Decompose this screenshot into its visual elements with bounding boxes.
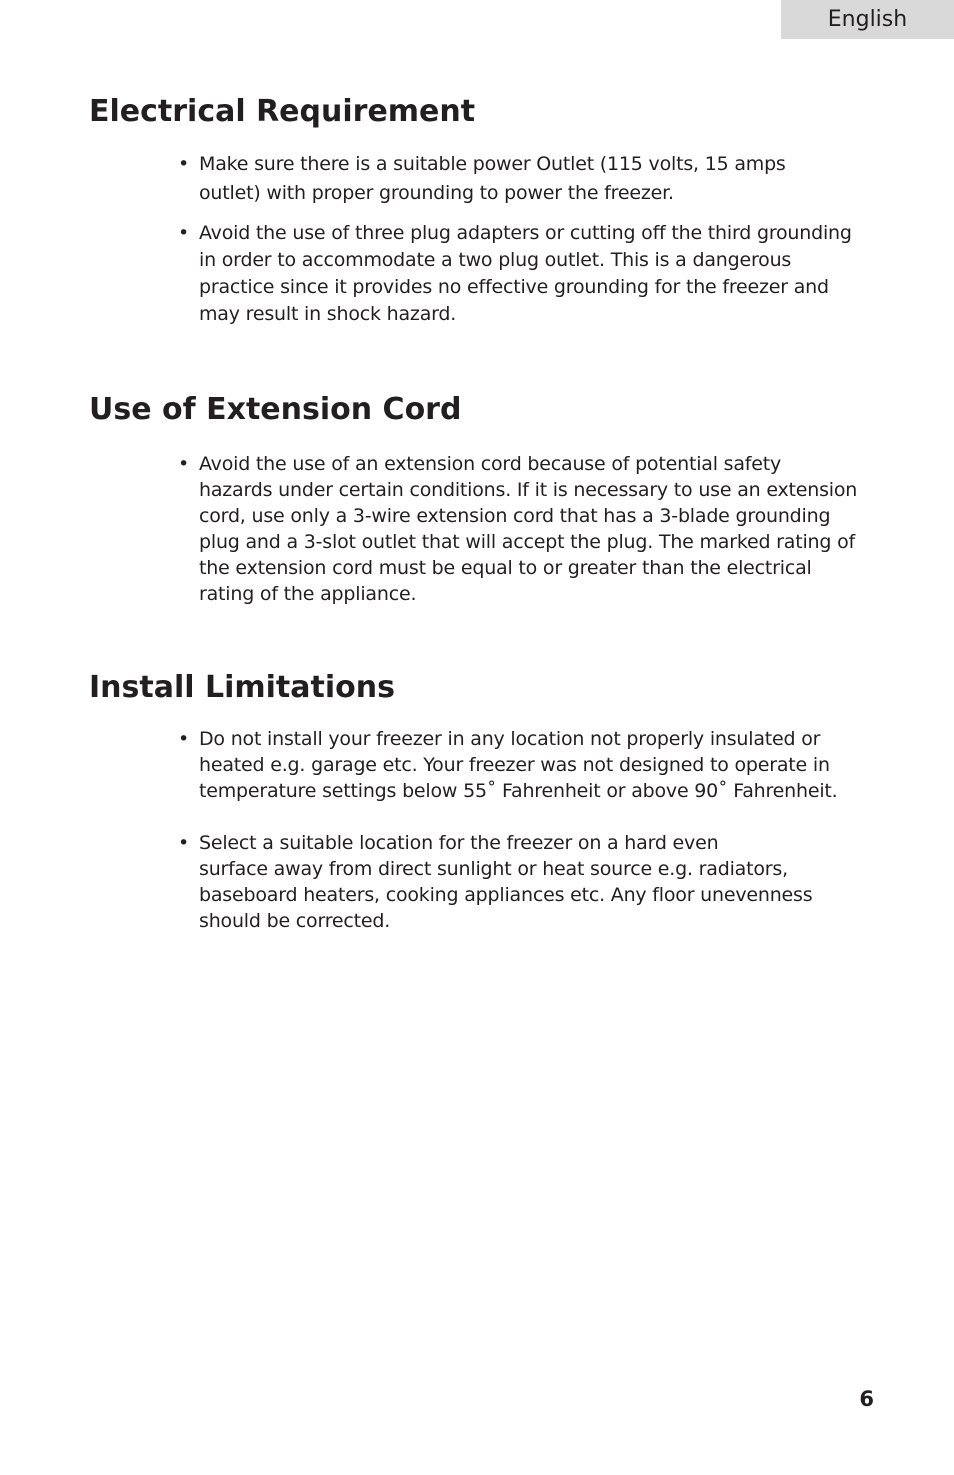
bullet-item xyxy=(178,220,868,328)
section-title-use-of-extension-cord: Use of Extension Cord xyxy=(89,392,462,427)
page-number: 6 xyxy=(859,1387,874,1411)
bullet-dot: • xyxy=(178,453,190,475)
bullet-text: Avoid the use of three plug adapters or cutting off the third grounding in order to accommodate a two plug outlet. This is a dangerous practice since it provides no effective grounding for the freezer and may result in shock hazard. xyxy=(199,222,852,325)
bullet-text: Make sure there is a suitable power Outlet (115 volts, 15 amps outlet) with proper grounding to power the freezer. xyxy=(199,153,786,204)
bullet-item xyxy=(178,150,868,208)
language-tab: English xyxy=(781,0,954,39)
bullet-item xyxy=(178,830,868,934)
bullet-text: Do not install your freezer in any location not properly insulated or heated e.g. garage etc. Your freezer was not designed to operate in temperature settings below 55˚ Fahrenheit or above 90˚ Fahrenheit. xyxy=(199,728,838,802)
section-title-install-limitations: Install Limitations xyxy=(89,670,395,705)
bullet-item xyxy=(178,451,868,607)
bullet-item xyxy=(178,726,868,804)
bullet-text: Select a suitable location for the freezer on a hard even surface away from direct sunlight or heat source e.g. radiators, baseboard heaters, cooking appliances etc. Any floor unevenness should be corrected. xyxy=(199,832,813,932)
bullet-text: Avoid the use of an extension cord because of potential safety hazards under certain conditions. If it is necessary to use an extension cord, use only a 3-wire extension cord that has a 3-blade grounding plug and a 3-slot outlet that will accept the plug. The marked rating of the extension cord must be equal to or greater than the electrical rating of the appliance. xyxy=(199,453,858,605)
bullet-dot: • xyxy=(178,222,190,244)
bullet-dot: • xyxy=(178,728,190,750)
section-title-electrical-requirement: Electrical Requirement xyxy=(89,94,476,129)
bullet-dot: • xyxy=(178,832,190,854)
bullet-dot: • xyxy=(178,153,190,175)
